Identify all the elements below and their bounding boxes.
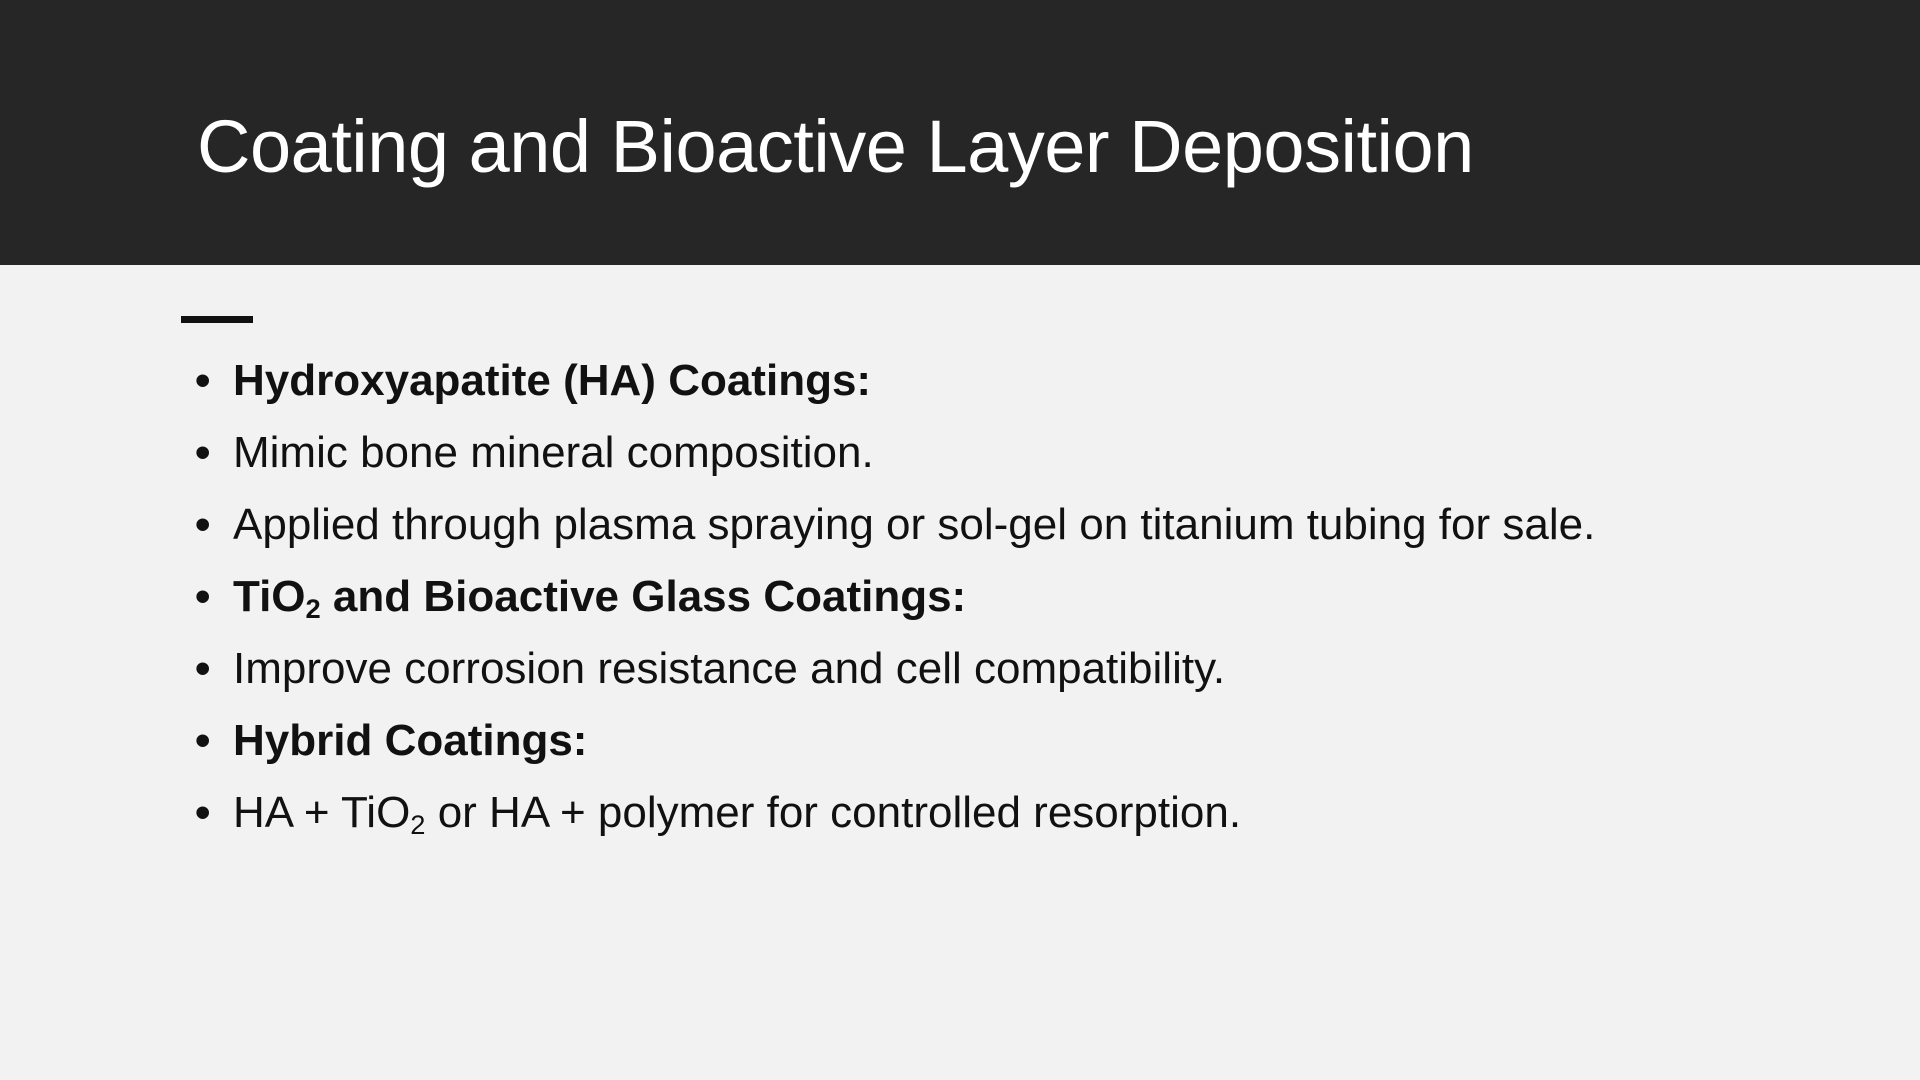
bullet-icon: • <box>195 716 211 765</box>
bullet-item-mimic-bone <box>195 417 1595 489</box>
bullet-text: Improve corrosion resistance and cell compatibility. <box>233 644 1226 693</box>
bullet-item-ha-tio2-polymer <box>195 777 1595 849</box>
bullet-icon: • <box>195 644 211 693</box>
bullet-text: Mimic bone mineral composition. <box>233 428 874 477</box>
bullet-text-end: or HA + polymer for controlled resorption. <box>425 788 1242 837</box>
bullet-icon: • <box>195 500 211 549</box>
bullet-icon: • <box>195 788 211 837</box>
bullet-text: Hydroxyapatite (HA) Coatings: <box>233 356 872 405</box>
bullet-icon: • <box>195 428 211 477</box>
bullet-text: Applied through plasma spraying or sol-gel on titanium tubing for sale. <box>233 500 1596 549</box>
slide-title: Coating and Bioactive Layer Deposition <box>197 105 1474 188</box>
bullet-icon: • <box>195 356 211 405</box>
bullet-icon: • <box>195 572 211 621</box>
bullet-text-start: TiO <box>233 572 306 621</box>
bullet-list <box>195 345 1595 849</box>
title-header-band <box>0 0 1920 265</box>
bullet-item-tio2-glass-coatings <box>195 561 1595 633</box>
subscript-2: 2 <box>305 592 321 624</box>
bullet-text-end: and Bioactive Glass Coatings: <box>320 572 967 621</box>
bullet-text-start: HA + TiO <box>233 788 411 837</box>
bullet-item-ha-coatings <box>195 345 1595 417</box>
bullet-item-improve-corrosion <box>195 633 1595 705</box>
bullet-text: Hybrid Coatings: <box>233 716 588 765</box>
subscript-2: 2 <box>410 808 426 840</box>
bullet-item-applied-through <box>195 489 1595 561</box>
bullet-item-hybrid-coatings <box>195 705 1595 777</box>
accent-bar <box>181 316 253 323</box>
